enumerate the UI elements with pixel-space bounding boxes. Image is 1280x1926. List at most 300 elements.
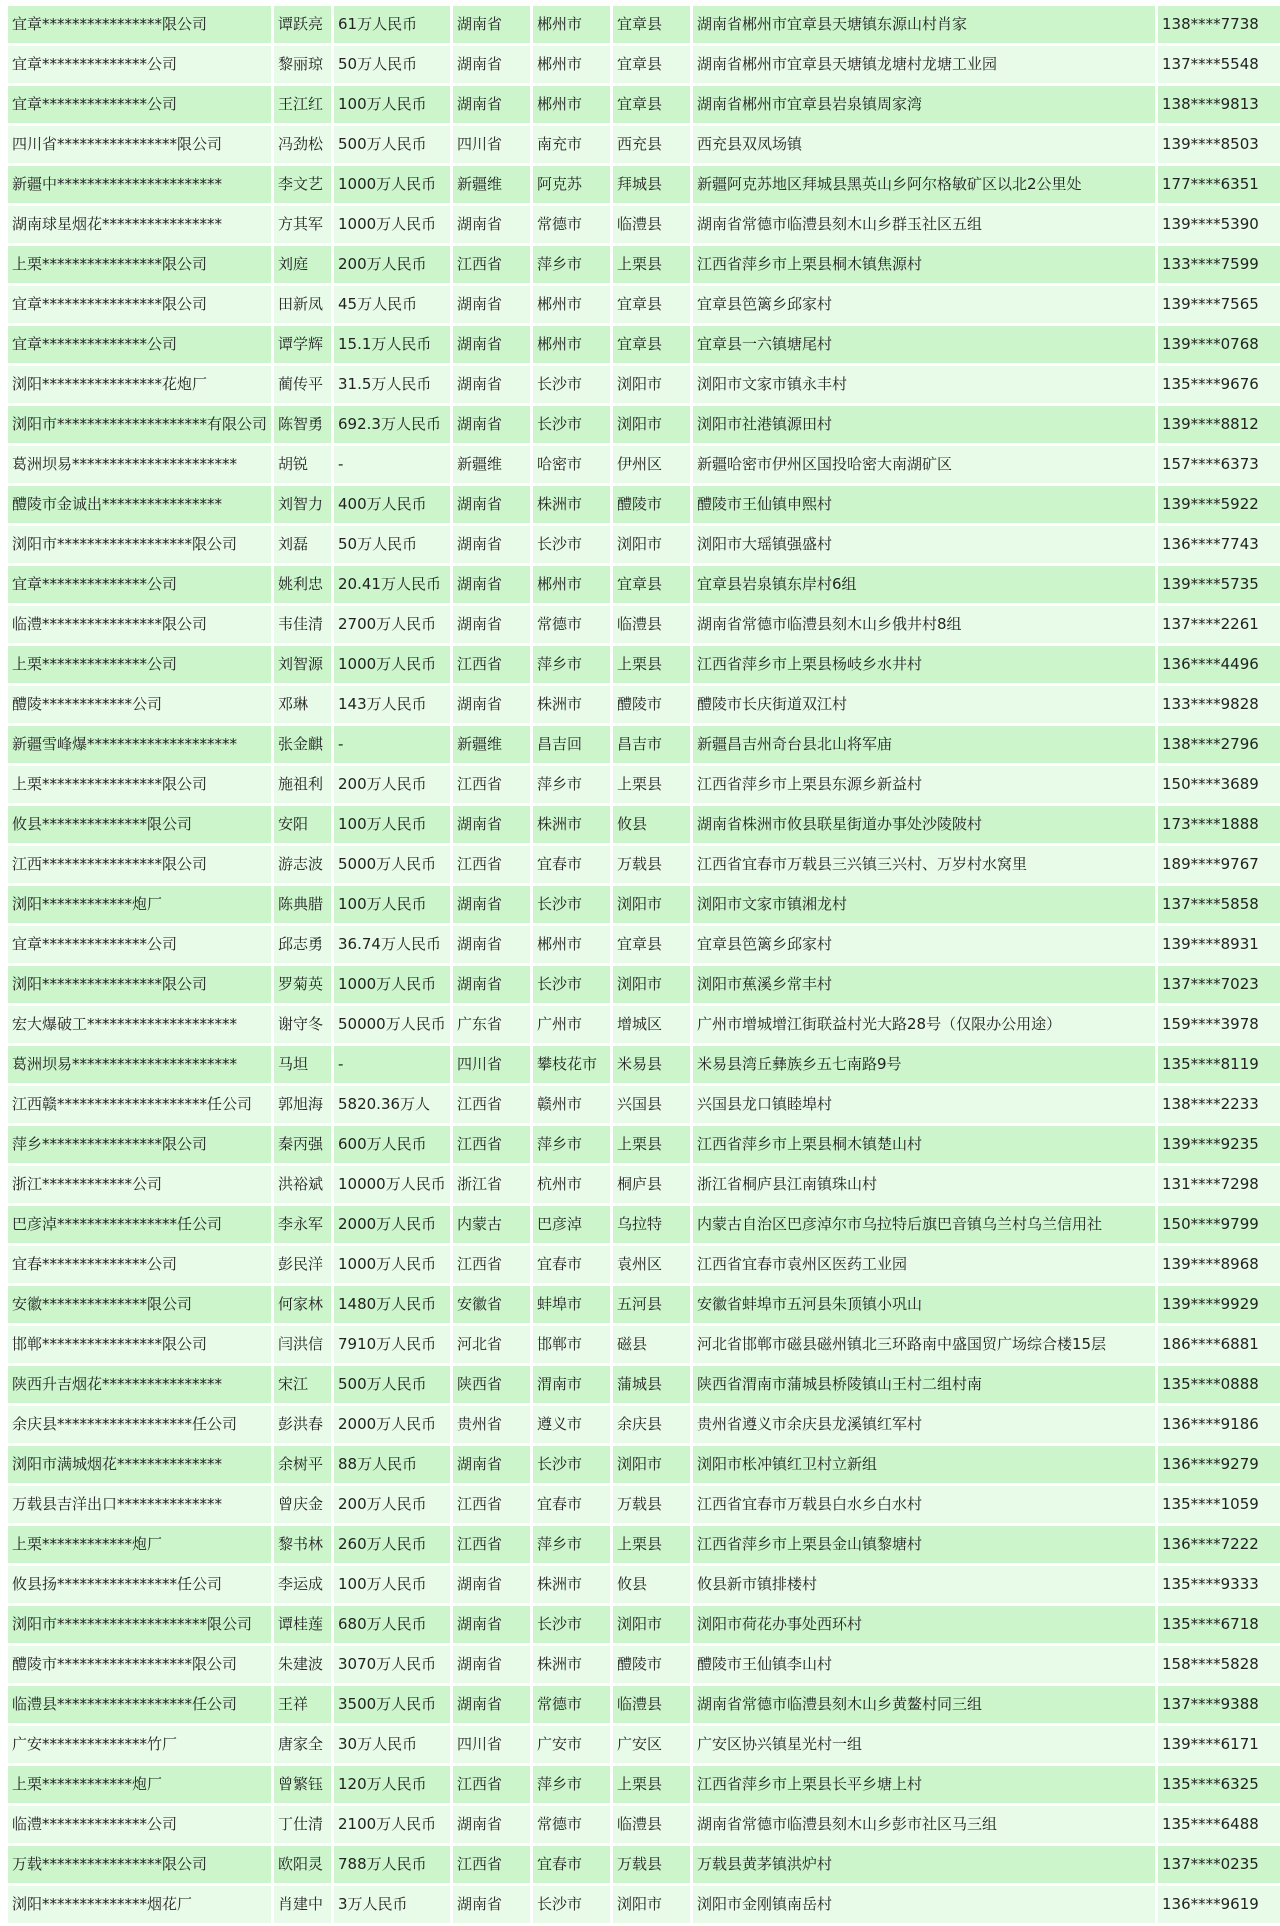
city-cell: 常德市 xyxy=(533,1806,610,1843)
address-cell: 安徽省蚌埠市五河县朱顶镇小巩山 xyxy=(693,1286,1155,1323)
county-cell: 醴陵市 xyxy=(613,686,690,723)
address-cell: 江西省萍乡市上栗县金山镇黎塘村 xyxy=(693,1526,1155,1563)
address-cell: 新疆昌吉州奇台县北山将军庙 xyxy=(693,726,1155,763)
table-row xyxy=(8,1486,1280,1523)
city-cell: 广州市 xyxy=(533,1006,610,1043)
address-cell: 浏阳市金刚镇南岳村 xyxy=(693,1886,1155,1923)
city-cell: 宜春市 xyxy=(533,1846,610,1883)
province-cell: 江西省 xyxy=(453,1526,530,1563)
registered-capital-cell: 500万人民币 xyxy=(334,126,450,163)
table-row xyxy=(8,606,1280,643)
province-cell: 江西省 xyxy=(453,1486,530,1523)
registered-capital-cell: - xyxy=(334,726,450,763)
legal-rep-cell: 马坦 xyxy=(274,1046,331,1083)
province-cell: 新疆维 xyxy=(453,166,530,203)
phone-cell: 131****7298 xyxy=(1158,1166,1280,1203)
company-name-cell: 浏阳市********************有限公司 xyxy=(8,406,271,443)
table-row xyxy=(8,686,1280,723)
company-name-cell: 浏阳************炮厂 xyxy=(8,886,271,923)
county-cell: 攸县 xyxy=(613,806,690,843)
phone-cell: 137****0235 xyxy=(1158,1846,1280,1883)
company-name-cell: 宜章****************限公司 xyxy=(8,6,271,43)
city-cell: 萍乡市 xyxy=(533,1526,610,1563)
city-cell: 渭南市 xyxy=(533,1366,610,1403)
address-cell: 江西省萍乡市上栗县长平乡塘上村 xyxy=(693,1766,1155,1803)
city-cell: 萍乡市 xyxy=(533,246,610,283)
registered-capital-cell: 45万人民币 xyxy=(334,286,450,323)
address-cell: 河北省邯郸市磁县磁州镇北三环路南中盛国贸广场综合楼15层 xyxy=(693,1326,1155,1363)
legal-rep-cell: 蔺传平 xyxy=(274,366,331,403)
table-row xyxy=(8,1646,1280,1683)
registered-capital-cell: 3500万人民币 xyxy=(334,1686,450,1723)
phone-cell: 150****3689 xyxy=(1158,766,1280,803)
address-cell: 广州市增城增江街联益村光大路28号（仅限办公用途） xyxy=(693,1006,1155,1043)
phone-cell: 139****8503 xyxy=(1158,126,1280,163)
table-row xyxy=(8,1406,1280,1443)
registered-capital-cell: 200万人民币 xyxy=(334,1486,450,1523)
province-cell: 湖南省 xyxy=(453,286,530,323)
table-row xyxy=(8,1166,1280,1203)
registered-capital-cell: 100万人民币 xyxy=(334,806,450,843)
province-cell: 内蒙古 xyxy=(453,1206,530,1243)
registered-capital-cell: 100万人民币 xyxy=(334,886,450,923)
province-cell: 湖南省 xyxy=(453,1686,530,1723)
city-cell: 萍乡市 xyxy=(533,1126,610,1163)
address-cell: 醴陵市王仙镇申熙村 xyxy=(693,486,1155,523)
company-name-cell: 江西赣********************任公司 xyxy=(8,1086,271,1123)
province-cell: 安徽省 xyxy=(453,1286,530,1323)
legal-rep-cell: 秦丙强 xyxy=(274,1126,331,1163)
province-cell: 江西省 xyxy=(453,1086,530,1123)
table-row xyxy=(8,1326,1280,1363)
county-cell: 宜章县 xyxy=(613,46,690,83)
registered-capital-cell: 143万人民币 xyxy=(334,686,450,723)
address-cell: 湖南省常德市临澧县刻木山乡彭市社区马三组 xyxy=(693,1806,1155,1843)
phone-cell: 139****0768 xyxy=(1158,326,1280,363)
address-cell: 兴国县龙口镇睦埠村 xyxy=(693,1086,1155,1123)
address-cell: 湖南省常德市临澧县刻木山乡黄鳌村同三组 xyxy=(693,1686,1155,1723)
legal-rep-cell: 方其军 xyxy=(274,206,331,243)
registered-capital-cell: - xyxy=(334,446,450,483)
address-cell: 湖南省常德市临澧县刻木山乡俄井村8组 xyxy=(693,606,1155,643)
table-row xyxy=(8,1086,1280,1123)
province-cell: 湖南省 xyxy=(453,886,530,923)
company-name-cell: 安徽**************限公司 xyxy=(8,1286,271,1323)
county-cell: 桐庐县 xyxy=(613,1166,690,1203)
legal-rep-cell: 欧阳灵 xyxy=(274,1846,331,1883)
company-name-cell: 宜章**************公司 xyxy=(8,326,271,363)
registered-capital-cell: 61万人民币 xyxy=(334,6,450,43)
legal-rep-cell: 邱志勇 xyxy=(274,926,331,963)
registered-capital-cell: 10000万人民币 xyxy=(334,1166,450,1203)
legal-rep-cell: 罗菊英 xyxy=(274,966,331,1003)
province-cell: 湖南省 xyxy=(453,966,530,1003)
city-cell: 长沙市 xyxy=(533,1886,610,1923)
company-name-cell: 醴陵市******************限公司 xyxy=(8,1646,271,1683)
phone-cell: 139****5390 xyxy=(1158,206,1280,243)
registered-capital-cell: 3万人民币 xyxy=(334,1886,450,1923)
province-cell: 湖南省 xyxy=(453,1886,530,1923)
table-row xyxy=(8,126,1280,163)
city-cell: 株洲市 xyxy=(533,806,610,843)
county-cell: 宜章县 xyxy=(613,286,690,323)
company-name-cell: 巴彦淖****************任公司 xyxy=(8,1206,271,1243)
table-row xyxy=(8,46,1280,83)
legal-rep-cell: 闫洪信 xyxy=(274,1326,331,1363)
table-row xyxy=(8,1846,1280,1883)
address-cell: 广安区协兴镇星光村一组 xyxy=(693,1726,1155,1763)
registered-capital-cell: 2100万人民币 xyxy=(334,1806,450,1843)
county-cell: 临澧县 xyxy=(613,206,690,243)
legal-rep-cell: 谭学辉 xyxy=(274,326,331,363)
address-cell: 新疆阿克苏地区拜城县黑英山乡阿尔格敏矿区以北2公里处 xyxy=(693,166,1155,203)
address-cell: 浏阳市枨冲镇红卫村立新组 xyxy=(693,1446,1155,1483)
company-name-cell: 上栗************炮厂 xyxy=(8,1526,271,1563)
county-cell: 蒲城县 xyxy=(613,1366,690,1403)
city-cell: 株洲市 xyxy=(533,486,610,523)
county-cell: 昌吉市 xyxy=(613,726,690,763)
province-cell: 湖南省 xyxy=(453,486,530,523)
city-cell: 长沙市 xyxy=(533,406,610,443)
company-name-cell: 宜章**************公司 xyxy=(8,926,271,963)
phone-cell: 159****3978 xyxy=(1158,1006,1280,1043)
company-table-body xyxy=(8,6,1280,1923)
phone-cell: 139****9235 xyxy=(1158,1126,1280,1163)
city-cell: 赣州市 xyxy=(533,1086,610,1123)
address-cell: 湖南省株洲市攸县联星街道办事处沙陵陂村 xyxy=(693,806,1155,843)
company-name-cell: 上栗**************公司 xyxy=(8,646,271,683)
city-cell: 广安市 xyxy=(533,1726,610,1763)
city-cell: 宜春市 xyxy=(533,1486,610,1523)
company-name-cell: 江西****************限公司 xyxy=(8,846,271,883)
phone-cell: 139****5735 xyxy=(1158,566,1280,603)
county-cell: 五河县 xyxy=(613,1286,690,1323)
company-table xyxy=(5,3,1280,1926)
province-cell: 湖南省 xyxy=(453,1646,530,1683)
phone-cell: 189****9767 xyxy=(1158,846,1280,883)
legal-rep-cell: 李永军 xyxy=(274,1206,331,1243)
legal-rep-cell: 朱建波 xyxy=(274,1646,331,1683)
company-name-cell: 浏阳市******************限公司 xyxy=(8,526,271,563)
city-cell: 株洲市 xyxy=(533,1566,610,1603)
province-cell: 湖南省 xyxy=(453,326,530,363)
phone-cell: 139****8812 xyxy=(1158,406,1280,443)
county-cell: 宜章县 xyxy=(613,6,690,43)
city-cell: 常德市 xyxy=(533,1686,610,1723)
county-cell: 西充县 xyxy=(613,126,690,163)
table-row xyxy=(8,1246,1280,1283)
province-cell: 江西省 xyxy=(453,646,530,683)
legal-rep-cell: 彭洪春 xyxy=(274,1406,331,1443)
table-row xyxy=(8,86,1280,123)
city-cell: 昌吉回 xyxy=(533,726,610,763)
table-row xyxy=(8,1766,1280,1803)
registered-capital-cell: 200万人民币 xyxy=(334,766,450,803)
table-row xyxy=(8,1006,1280,1043)
company-name-cell: 浙江************公司 xyxy=(8,1166,271,1203)
phone-cell: 136****4496 xyxy=(1158,646,1280,683)
county-cell: 浏阳市 xyxy=(613,1886,690,1923)
legal-rep-cell: 宋江 xyxy=(274,1366,331,1403)
address-cell: 浏阳市社港镇源田村 xyxy=(693,406,1155,443)
legal-rep-cell: 陈智勇 xyxy=(274,406,331,443)
table-row xyxy=(8,1686,1280,1723)
phone-cell: 133****9828 xyxy=(1158,686,1280,723)
province-cell: 四川省 xyxy=(453,126,530,163)
county-cell: 浏阳市 xyxy=(613,966,690,1003)
registered-capital-cell: 1000万人民币 xyxy=(334,1246,450,1283)
registered-capital-cell: 2700万人民币 xyxy=(334,606,450,643)
table-row xyxy=(8,286,1280,323)
registered-capital-cell: 1000万人民币 xyxy=(334,966,450,1003)
phone-cell: 138****2796 xyxy=(1158,726,1280,763)
company-name-cell: 上栗****************限公司 xyxy=(8,246,271,283)
county-cell: 浏阳市 xyxy=(613,886,690,923)
province-cell: 湖南省 xyxy=(453,46,530,83)
registered-capital-cell: 500万人民币 xyxy=(334,1366,450,1403)
legal-rep-cell: 唐家全 xyxy=(274,1726,331,1763)
address-cell: 湖南省郴州市宜章县天塘镇龙塘村龙塘工业园 xyxy=(693,46,1155,83)
province-cell: 陕西省 xyxy=(453,1366,530,1403)
address-cell: 浏阳市蕉溪乡常丰村 xyxy=(693,966,1155,1003)
city-cell: 株洲市 xyxy=(533,1646,610,1683)
county-cell: 伊州区 xyxy=(613,446,690,483)
legal-rep-cell: 李运成 xyxy=(274,1566,331,1603)
table-row xyxy=(8,726,1280,763)
address-cell: 浙江省桐庐县江南镇珠山村 xyxy=(693,1166,1155,1203)
legal-rep-cell: 王江红 xyxy=(274,86,331,123)
company-name-cell: 四川省****************限公司 xyxy=(8,126,271,163)
city-cell: 郴州市 xyxy=(533,326,610,363)
phone-cell: 135****8119 xyxy=(1158,1046,1280,1083)
table-row xyxy=(8,526,1280,563)
city-cell: 常德市 xyxy=(533,606,610,643)
city-cell: 邯郸市 xyxy=(533,1326,610,1363)
table-row xyxy=(8,366,1280,403)
legal-rep-cell: 李文艺 xyxy=(274,166,331,203)
company-name-cell: 攸县**************限公司 xyxy=(8,806,271,843)
legal-rep-cell: 施祖利 xyxy=(274,766,331,803)
table-row xyxy=(8,806,1280,843)
legal-rep-cell: 陈典腊 xyxy=(274,886,331,923)
phone-cell: 157****6373 xyxy=(1158,446,1280,483)
province-cell: 湖南省 xyxy=(453,1606,530,1643)
legal-rep-cell: 安阳 xyxy=(274,806,331,843)
county-cell: 兴国县 xyxy=(613,1086,690,1123)
province-cell: 湖南省 xyxy=(453,366,530,403)
phone-cell: 136****7222 xyxy=(1158,1526,1280,1563)
county-cell: 余庆县 xyxy=(613,1406,690,1443)
city-cell: 杭州市 xyxy=(533,1166,610,1203)
province-cell: 江西省 xyxy=(453,1126,530,1163)
address-cell: 湖南省郴州市宜章县天塘镇东源山村肖家 xyxy=(693,6,1155,43)
city-cell: 宜春市 xyxy=(533,846,610,883)
phone-cell: 136****9279 xyxy=(1158,1446,1280,1483)
registered-capital-cell: 260万人民币 xyxy=(334,1526,450,1563)
registered-capital-cell: 50万人民币 xyxy=(334,526,450,563)
county-cell: 临澧县 xyxy=(613,606,690,643)
phone-cell: 150****9799 xyxy=(1158,1206,1280,1243)
table-row xyxy=(8,246,1280,283)
company-name-cell: 新疆雪峰爆******************** xyxy=(8,726,271,763)
county-cell: 浏阳市 xyxy=(613,1446,690,1483)
registered-capital-cell: 200万人民币 xyxy=(334,246,450,283)
registered-capital-cell: 400万人民币 xyxy=(334,486,450,523)
province-cell: 湖南省 xyxy=(453,1566,530,1603)
address-cell: 攸县新市镇排楼村 xyxy=(693,1566,1155,1603)
table-row xyxy=(8,1606,1280,1643)
county-cell: 万载县 xyxy=(613,846,690,883)
city-cell: 萍乡市 xyxy=(533,766,610,803)
table-row xyxy=(8,1806,1280,1843)
phone-cell: 133****7599 xyxy=(1158,246,1280,283)
city-cell: 攀枝花市 xyxy=(533,1046,610,1083)
legal-rep-cell: 刘磊 xyxy=(274,526,331,563)
phone-cell: 139****8931 xyxy=(1158,926,1280,963)
county-cell: 浏阳市 xyxy=(613,1606,690,1643)
table-row xyxy=(8,1566,1280,1603)
legal-rep-cell: 胡锐 xyxy=(274,446,331,483)
county-cell: 浏阳市 xyxy=(613,526,690,563)
table-row xyxy=(8,966,1280,1003)
province-cell: 江西省 xyxy=(453,766,530,803)
province-cell: 江西省 xyxy=(453,1246,530,1283)
registered-capital-cell: 1000万人民币 xyxy=(334,206,450,243)
phone-cell: 135****9676 xyxy=(1158,366,1280,403)
legal-rep-cell: 郭旭海 xyxy=(274,1086,331,1123)
address-cell: 江西省宜春市袁州区医药工业园 xyxy=(693,1246,1155,1283)
city-cell: 巴彦淖 xyxy=(533,1206,610,1243)
county-cell: 醴陵市 xyxy=(613,486,690,523)
table-row xyxy=(8,406,1280,443)
county-cell: 攸县 xyxy=(613,1566,690,1603)
address-cell: 浏阳市大瑶镇强盛村 xyxy=(693,526,1155,563)
table-row xyxy=(8,446,1280,483)
company-name-cell: 临澧县******************任公司 xyxy=(8,1686,271,1723)
phone-cell: 139****6171 xyxy=(1158,1726,1280,1763)
county-cell: 上栗县 xyxy=(613,246,690,283)
table-row xyxy=(8,326,1280,363)
address-cell: 宜章县岩泉镇东岸村6组 xyxy=(693,566,1155,603)
address-cell: 江西省萍乡市上栗县杨岐乡水井村 xyxy=(693,646,1155,683)
registered-capital-cell: 2000万人民币 xyxy=(334,1206,450,1243)
address-cell: 贵州省遵义市余庆县龙溪镇红军村 xyxy=(693,1406,1155,1443)
company-name-cell: 攸县扬****************任公司 xyxy=(8,1566,271,1603)
province-cell: 江西省 xyxy=(453,1846,530,1883)
legal-rep-cell: 冯劲松 xyxy=(274,126,331,163)
city-cell: 长沙市 xyxy=(533,966,610,1003)
address-cell: 浏阳市文家市镇湘龙村 xyxy=(693,886,1155,923)
address-cell: 湖南省常德市临澧县刻木山乡群玉社区五组 xyxy=(693,206,1155,243)
city-cell: 郴州市 xyxy=(533,86,610,123)
legal-rep-cell: 谭跃亮 xyxy=(274,6,331,43)
county-cell: 宜章县 xyxy=(613,86,690,123)
city-cell: 宜春市 xyxy=(533,1246,610,1283)
legal-rep-cell: 丁仕清 xyxy=(274,1806,331,1843)
registered-capital-cell: 7910万人民币 xyxy=(334,1326,450,1363)
address-cell: 醴陵市长庆街道双江村 xyxy=(693,686,1155,723)
table-row xyxy=(8,926,1280,963)
company-name-cell: 萍乡****************限公司 xyxy=(8,1126,271,1163)
province-cell: 湖南省 xyxy=(453,606,530,643)
legal-rep-cell: 彭民洋 xyxy=(274,1246,331,1283)
table-row xyxy=(8,1446,1280,1483)
province-cell: 贵州省 xyxy=(453,1406,530,1443)
county-cell: 浏阳市 xyxy=(613,406,690,443)
phone-cell: 135****6488 xyxy=(1158,1806,1280,1843)
county-cell: 宜章县 xyxy=(613,566,690,603)
phone-cell: 138****2233 xyxy=(1158,1086,1280,1123)
city-cell: 常德市 xyxy=(533,206,610,243)
province-cell: 湖南省 xyxy=(453,406,530,443)
phone-cell: 137****5858 xyxy=(1158,886,1280,923)
table-row xyxy=(8,1126,1280,1163)
legal-rep-cell: 刘智力 xyxy=(274,486,331,523)
province-cell: 河北省 xyxy=(453,1326,530,1363)
phone-cell: 138****9813 xyxy=(1158,86,1280,123)
registered-capital-cell: 2000万人民币 xyxy=(334,1406,450,1443)
county-cell: 临澧县 xyxy=(613,1806,690,1843)
city-cell: 郴州市 xyxy=(533,566,610,603)
phone-cell: 139****7565 xyxy=(1158,286,1280,323)
company-name-cell: 宜春**************公司 xyxy=(8,1246,271,1283)
legal-rep-cell: 游志波 xyxy=(274,846,331,883)
address-cell: 米易县湾丘彝族乡五七南路9号 xyxy=(693,1046,1155,1083)
legal-rep-cell: 黎书林 xyxy=(274,1526,331,1563)
legal-rep-cell: 张金麒 xyxy=(274,726,331,763)
table-row xyxy=(8,886,1280,923)
legal-rep-cell: 韦佳清 xyxy=(274,606,331,643)
phone-cell: 135****9333 xyxy=(1158,1566,1280,1603)
registered-capital-cell: 100万人民币 xyxy=(334,1566,450,1603)
county-cell: 上栗县 xyxy=(613,1126,690,1163)
company-name-cell: 葛洲坝易********************** xyxy=(8,1046,271,1083)
registered-capital-cell: 36.74万人民币 xyxy=(334,926,450,963)
province-cell: 湖南省 xyxy=(453,86,530,123)
province-cell: 江西省 xyxy=(453,1766,530,1803)
company-name-cell: 浏阳市********************限公司 xyxy=(8,1606,271,1643)
company-name-cell: 宏大爆破工******************** xyxy=(8,1006,271,1043)
company-table-container xyxy=(5,3,1275,1926)
phone-cell: 177****6351 xyxy=(1158,166,1280,203)
county-cell: 醴陵市 xyxy=(613,1646,690,1683)
city-cell: 株洲市 xyxy=(533,686,610,723)
city-cell: 哈密市 xyxy=(533,446,610,483)
table-row xyxy=(8,846,1280,883)
county-cell: 上栗县 xyxy=(613,1526,690,1563)
phone-cell: 139****9929 xyxy=(1158,1286,1280,1323)
legal-rep-cell: 肖建中 xyxy=(274,1886,331,1923)
legal-rep-cell: 黎丽琼 xyxy=(274,46,331,83)
legal-rep-cell: 田新凤 xyxy=(274,286,331,323)
phone-cell: 173****1888 xyxy=(1158,806,1280,843)
county-cell: 米易县 xyxy=(613,1046,690,1083)
legal-rep-cell: 余树平 xyxy=(274,1446,331,1483)
address-cell: 宜章县一六镇塘尾村 xyxy=(693,326,1155,363)
city-cell: 长沙市 xyxy=(533,1446,610,1483)
table-row xyxy=(8,486,1280,523)
registered-capital-cell: 5000万人民币 xyxy=(334,846,450,883)
address-cell: 醴陵市王仙镇李山村 xyxy=(693,1646,1155,1683)
address-cell: 浏阳市文家市镇永丰村 xyxy=(693,366,1155,403)
address-cell: 湖南省郴州市宜章县岩泉镇周家湾 xyxy=(693,86,1155,123)
phone-cell: 135****1059 xyxy=(1158,1486,1280,1523)
county-cell: 上栗县 xyxy=(613,1766,690,1803)
province-cell: 新疆维 xyxy=(453,726,530,763)
registered-capital-cell: 31.5万人民币 xyxy=(334,366,450,403)
province-cell: 新疆维 xyxy=(453,446,530,483)
province-cell: 江西省 xyxy=(453,846,530,883)
